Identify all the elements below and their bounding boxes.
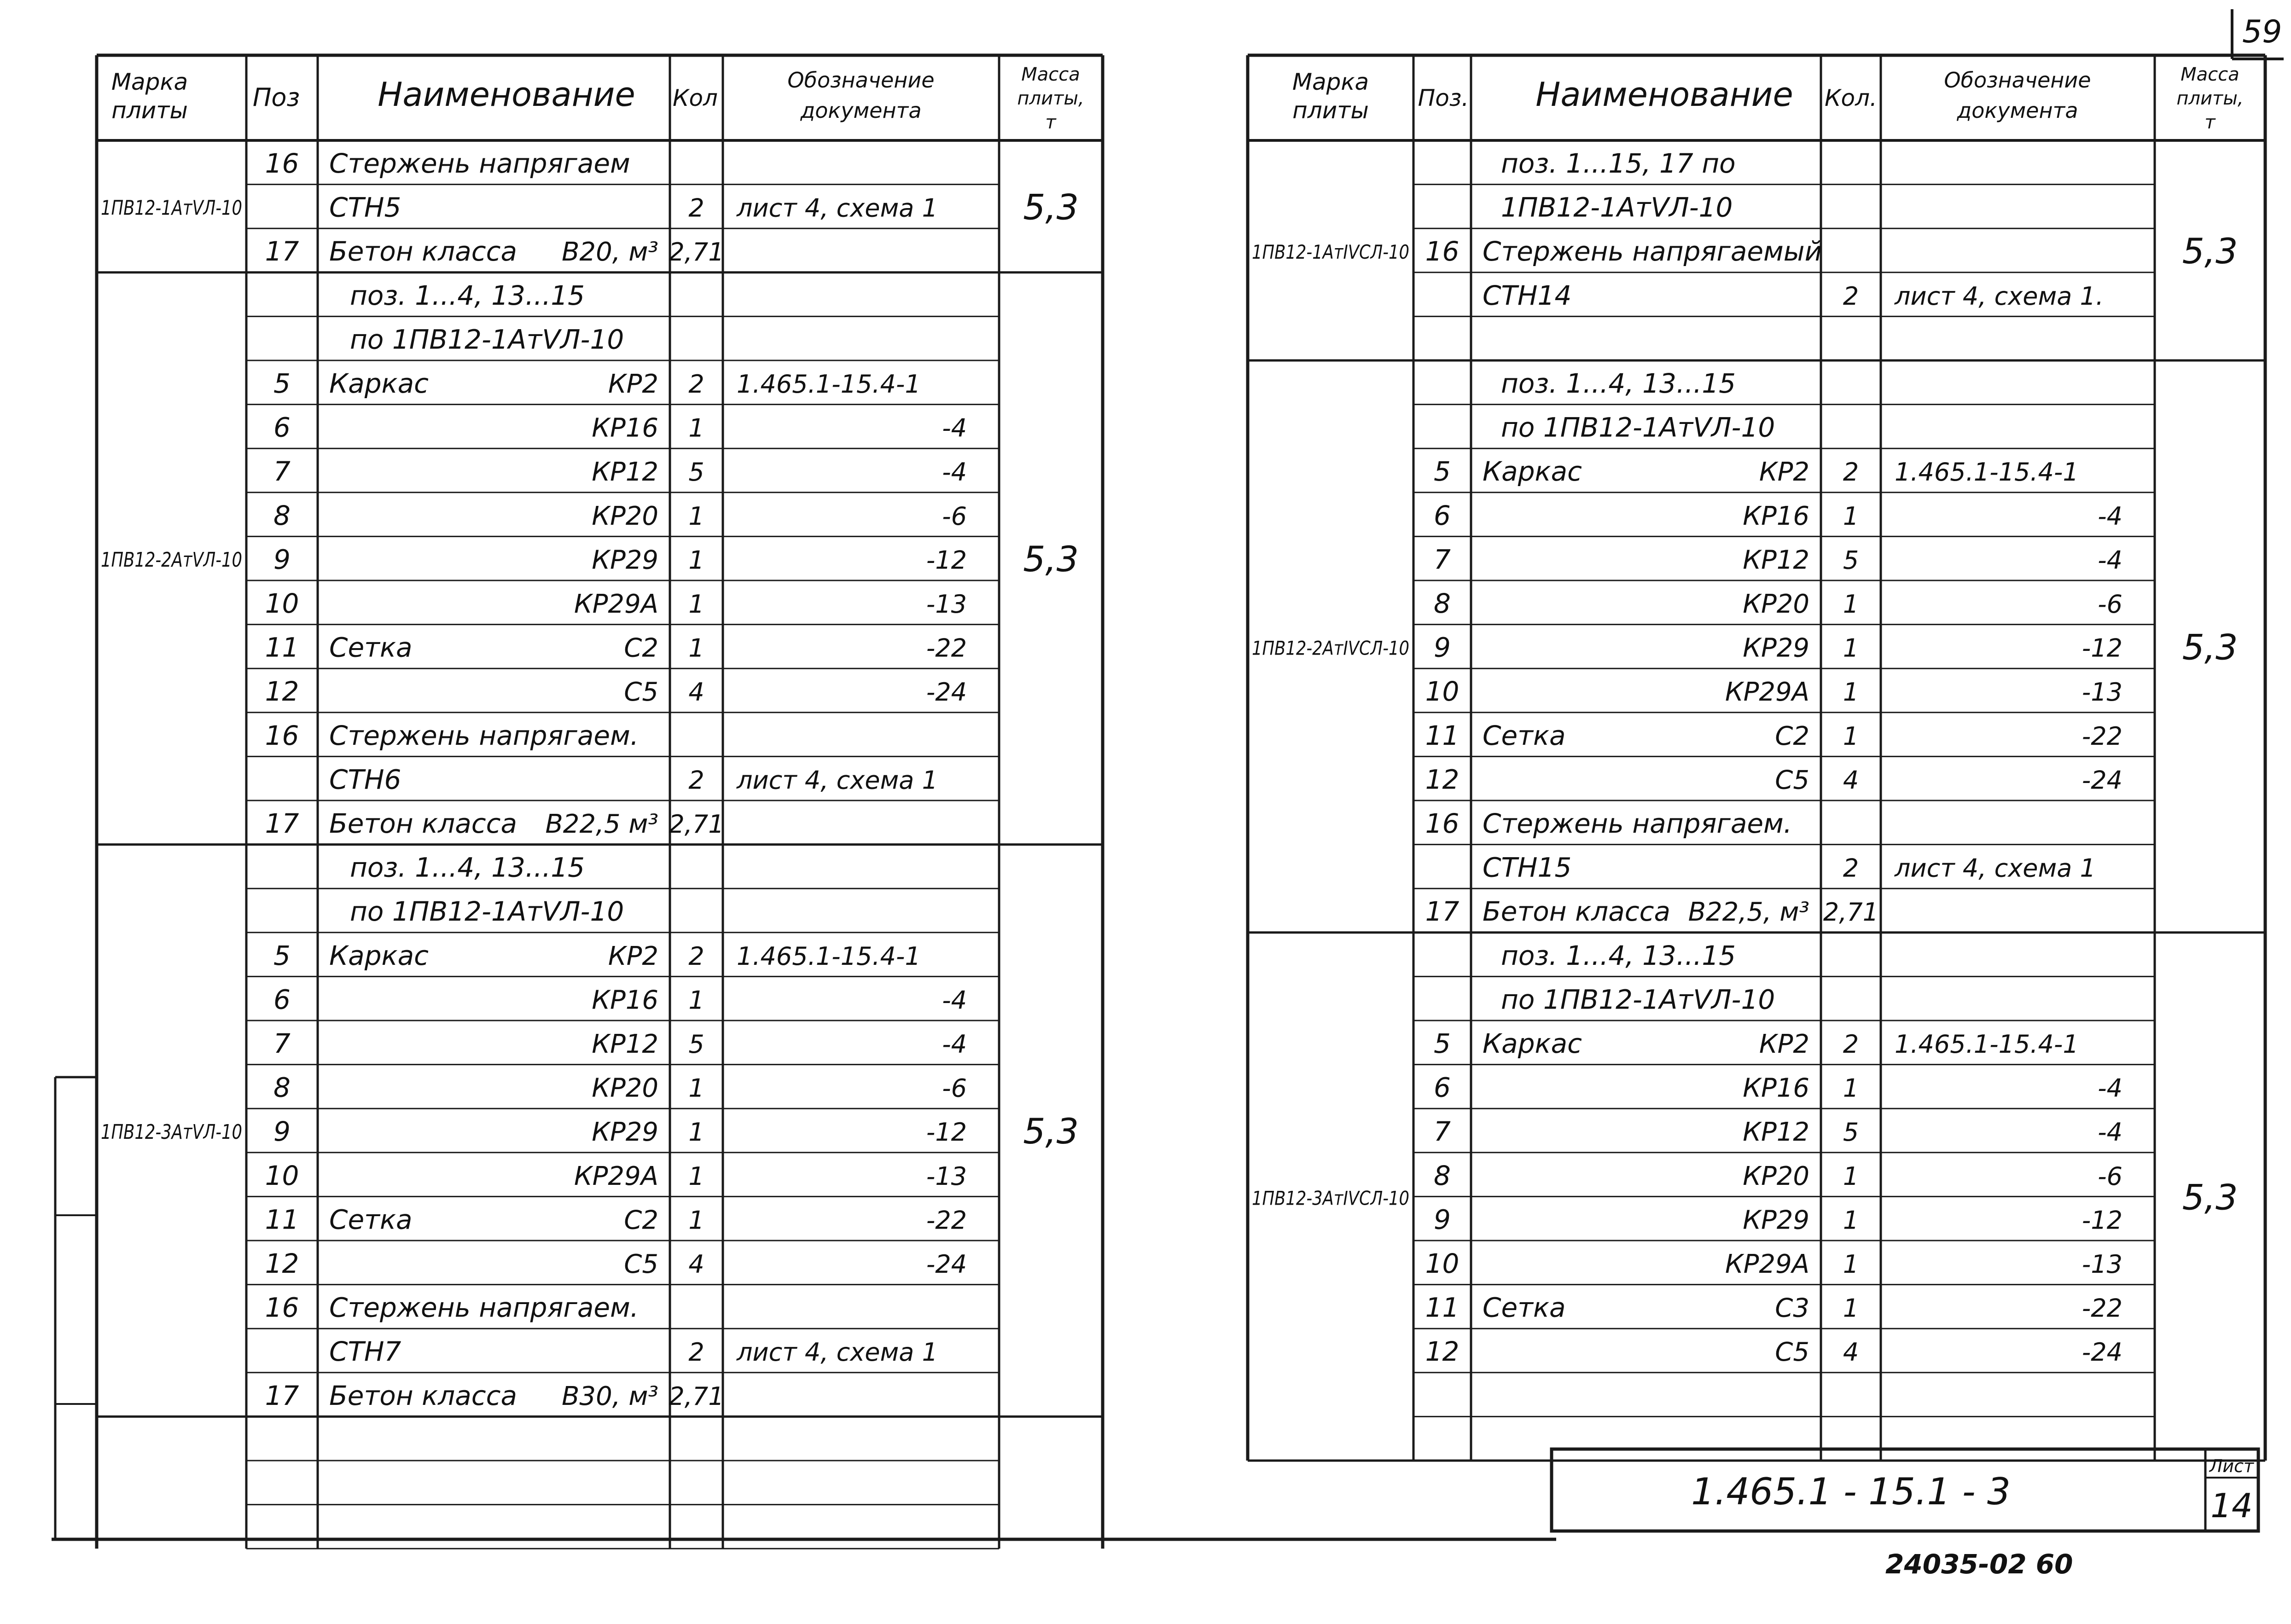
row-name: Бетон класса xyxy=(1483,896,1671,928)
row-doc: -6 xyxy=(942,1073,967,1103)
row-code: С2 xyxy=(624,633,658,663)
table-row xyxy=(265,1248,967,1279)
row-code: КР2 xyxy=(608,941,658,971)
plate-mark: 1ПВ12-3АтVЛ-10 xyxy=(101,1120,242,1144)
row-doc: -22 xyxy=(926,633,967,663)
row-doc: 1.465.1-15.4-1 xyxy=(1895,1030,2079,1059)
row-code: С3 xyxy=(1775,1293,1809,1323)
row-name: Каркас xyxy=(329,940,429,971)
row-qty: 4 xyxy=(1843,766,1859,795)
row-code: КР12 xyxy=(1743,545,1809,575)
left-header-mark: Марка плиты xyxy=(111,69,188,124)
table-row xyxy=(1425,896,1879,927)
row-code: КР29А xyxy=(1725,1249,1809,1279)
table-row xyxy=(265,588,967,619)
row-poz: 9 xyxy=(273,544,291,575)
row-qty: 5 xyxy=(688,1030,704,1059)
table-row xyxy=(265,1160,967,1191)
table-row xyxy=(273,1028,967,1059)
table-row xyxy=(265,1204,967,1235)
row-poz: 11 xyxy=(1425,1292,1459,1323)
table-row xyxy=(273,456,967,487)
row-code: С2 xyxy=(624,1205,658,1235)
row-poz: 12 xyxy=(1425,764,1459,795)
row-name: Бетон класса xyxy=(329,1380,518,1411)
row-name: Стержень напрягаем. xyxy=(329,1292,639,1323)
row-name: Сетка xyxy=(1483,719,1566,751)
table-row xyxy=(350,896,624,927)
table-row xyxy=(265,1292,639,1323)
table-row xyxy=(265,720,639,751)
row-qty: 1 xyxy=(1843,1293,1859,1323)
row-doc: -4 xyxy=(942,986,967,1015)
row-qty: 1 xyxy=(688,501,704,531)
row-poz: 16 xyxy=(1425,808,1459,839)
row-name: поз. 1...4, 13...15 xyxy=(1501,368,1736,399)
row-doc: -22 xyxy=(2082,1293,2122,1323)
row-code: В30, м³ xyxy=(562,1381,658,1411)
row-doc: -24 xyxy=(926,1250,967,1279)
archive-number: 24035-02 60 xyxy=(1885,1549,2073,1580)
row-code: КР12 xyxy=(1743,1117,1809,1148)
table-row xyxy=(273,1072,967,1103)
right-table-header xyxy=(1292,64,2244,133)
row-qty: 1 xyxy=(1843,678,1859,707)
row-qty: 5 xyxy=(1843,1118,1859,1147)
row-qty: 4 xyxy=(1843,1338,1859,1367)
row-code: КР16 xyxy=(592,413,658,443)
row-name: поз. 1...4, 13...15 xyxy=(1501,940,1736,971)
row-qty: 1 xyxy=(1843,633,1859,663)
row-code: КР29 xyxy=(592,545,658,575)
row-doc: -6 xyxy=(2098,590,2122,619)
row-qty: 2,71 xyxy=(669,810,724,839)
table-row xyxy=(273,500,967,531)
page-number-mark xyxy=(2232,9,2284,59)
row-code: КР20 xyxy=(1743,589,1809,619)
table-row xyxy=(1425,676,2122,707)
row-doc: -4 xyxy=(2098,1118,2122,1147)
row-doc: -6 xyxy=(942,501,967,531)
row-doc: -13 xyxy=(2082,678,2122,707)
row-code: В20, м³ xyxy=(562,237,658,267)
table-row xyxy=(273,368,921,399)
left-table-grid xyxy=(97,55,1103,1549)
row-poz: 5 xyxy=(273,368,291,399)
table-row xyxy=(273,984,967,1015)
row-qty: 1 xyxy=(1843,721,1859,751)
row-qty: 1 xyxy=(688,1073,704,1103)
row-code: С5 xyxy=(624,677,658,708)
row-name: Сетка xyxy=(1483,1292,1566,1323)
table-row xyxy=(265,148,630,179)
row-qty: 4 xyxy=(688,1250,704,1279)
row-poz: 6 xyxy=(273,984,291,1015)
binding-strip xyxy=(55,1077,97,1539)
row-doc: лист 4, схема 1 xyxy=(737,1338,938,1367)
left-header-qty: Кол xyxy=(672,85,718,111)
row-code: КР29 xyxy=(592,1117,658,1148)
row-name: Каркас xyxy=(329,368,429,399)
plate-mark: 1ПВ12-1АтIVСЛ-10 xyxy=(1252,241,1409,263)
row-name: Бетон класса xyxy=(329,808,518,839)
left-header-mass: Масса плиты, т xyxy=(1017,64,1084,133)
table-row xyxy=(265,676,967,707)
row-qty: 1 xyxy=(688,986,704,1015)
left-header-doc: Обозначение документа xyxy=(787,68,935,123)
row-code: КР29А xyxy=(574,589,658,619)
row-poz: 17 xyxy=(265,236,299,267)
row-doc: -4 xyxy=(942,413,967,443)
row-poz: 5 xyxy=(273,940,291,971)
row-poz: 8 xyxy=(273,499,291,531)
row-code: КР20 xyxy=(1743,1161,1809,1191)
left-table-header xyxy=(111,64,1084,133)
row-name: Стержень напрягаем. xyxy=(1483,808,1792,839)
row-name: по 1ПВ12-1АтVЛ-10 xyxy=(1501,984,1775,1015)
row-doc: лист 4, схема 1. xyxy=(1895,281,2104,311)
table-row xyxy=(1501,148,1736,179)
row-name: поз. 1...4, 13...15 xyxy=(350,852,585,883)
row-code: КР2 xyxy=(1759,457,1809,487)
row-name: по 1ПВ12-1АтVЛ-10 xyxy=(350,324,624,355)
row-doc: лист 4, схема 1 xyxy=(737,193,938,223)
row-qty: 2 xyxy=(1843,853,1859,883)
table-row xyxy=(1434,1028,2079,1059)
row-code: КР29А xyxy=(1725,677,1809,708)
row-poz: 12 xyxy=(265,676,299,708)
row-doc: -22 xyxy=(2082,721,2122,751)
row-code: С5 xyxy=(624,1249,658,1279)
plate-mark: 1ПВ12-2АтIVСЛ-10 xyxy=(1252,637,1409,660)
table-row xyxy=(1425,1248,2122,1279)
plate-mark: 1ПВ12-1АтVЛ-10 xyxy=(101,196,242,220)
row-doc: -12 xyxy=(926,1118,967,1147)
row-name: Стержень напрягаемый xyxy=(1483,236,1822,267)
row-qty: 1 xyxy=(688,545,704,575)
row-code: КР2 xyxy=(608,369,658,399)
row-qty: 1 xyxy=(688,590,704,619)
row-poz: 6 xyxy=(1434,1072,1451,1103)
row-name: по 1ПВ12-1АтVЛ-10 xyxy=(1501,412,1775,443)
table-row xyxy=(329,764,938,795)
row-code: КР20 xyxy=(592,1073,658,1103)
row-qty: 2,71 xyxy=(669,238,724,267)
table-row xyxy=(265,236,724,267)
table-row xyxy=(1425,720,2122,751)
row-code: КР12 xyxy=(592,1029,658,1059)
table-row xyxy=(350,280,585,311)
row-qty: 5 xyxy=(688,458,704,487)
right-table-rows xyxy=(1425,148,2122,1367)
row-qty: 2 xyxy=(688,370,704,399)
sheet-label: Лист xyxy=(2209,1456,2254,1476)
row-doc: -4 xyxy=(942,458,967,487)
row-qty: 1 xyxy=(1843,1161,1859,1191)
row-name: Сетка xyxy=(329,1204,413,1235)
row-qty: 1 xyxy=(1843,501,1859,531)
table-row xyxy=(1434,632,2122,663)
table-row xyxy=(1434,1072,2122,1103)
row-poz: 5 xyxy=(1434,1028,1451,1059)
row-poz: 10 xyxy=(265,588,299,619)
row-doc: -4 xyxy=(2098,1073,2122,1103)
table-row xyxy=(1501,368,1736,399)
plate-mass: 5,3 xyxy=(2182,626,2238,668)
table-row xyxy=(329,192,938,223)
row-code: В22,5 м³ xyxy=(545,809,658,839)
row-qty: 1 xyxy=(1843,590,1859,619)
row-code: В22,5, м³ xyxy=(1688,897,1809,928)
table-row xyxy=(265,808,724,839)
row-doc: -12 xyxy=(2082,1206,2122,1235)
table-row xyxy=(1434,500,2122,531)
row-poz: 8 xyxy=(273,1072,291,1103)
row-doc: лист 4, схема 1 xyxy=(1895,853,2096,883)
row-name: поз. 1...4, 13...15 xyxy=(350,279,585,311)
plate-mass: 5,3 xyxy=(1023,186,1079,228)
row-poz: 11 xyxy=(265,1204,299,1235)
table-row xyxy=(273,940,921,971)
row-code: С2 xyxy=(1775,721,1809,751)
row-qty: 2 xyxy=(688,193,704,223)
table-row xyxy=(1425,1336,2122,1367)
row-name: Каркас xyxy=(1483,456,1582,487)
plate-mark: 1ПВ12-3АтIVСЛ-10 xyxy=(1252,1187,1409,1210)
row-poz: 10 xyxy=(1425,1248,1459,1279)
row-qty: 1 xyxy=(1843,1250,1859,1279)
table-row xyxy=(1434,1204,2122,1235)
row-qty: 1 xyxy=(688,633,704,663)
row-doc: -24 xyxy=(926,678,967,707)
table-row xyxy=(350,324,624,355)
plate-mass: 5,3 xyxy=(1023,1111,1079,1152)
right-header-poz: Поз. xyxy=(1418,85,1469,111)
row-poz: 17 xyxy=(265,808,299,839)
row-qty: 1 xyxy=(1843,1206,1859,1235)
left-header-name: Наименование xyxy=(378,75,635,114)
row-code: КР29 xyxy=(1743,633,1809,663)
table-row xyxy=(1501,984,1775,1015)
row-doc: лист 4, схема 1 xyxy=(737,766,938,795)
plate-mass: 5,3 xyxy=(2182,231,2238,272)
table-row xyxy=(1483,852,2096,883)
row-poz: 10 xyxy=(265,1160,299,1191)
row-poz: 9 xyxy=(273,1116,291,1148)
row-name: СТН6 xyxy=(329,764,401,795)
row-qty: 1 xyxy=(688,1118,704,1147)
table-row xyxy=(265,632,967,663)
plate-mass: 5,3 xyxy=(1023,539,1079,580)
row-doc: -13 xyxy=(2082,1250,2122,1279)
row-name: СТН5 xyxy=(329,191,401,223)
row-name: СТН15 xyxy=(1483,852,1572,883)
document-code: 1.465.1 - 15.1 - 3 xyxy=(1691,1470,2011,1513)
table-row xyxy=(1483,280,2104,311)
table-row xyxy=(273,412,967,443)
table-row xyxy=(265,1380,724,1411)
row-poz: 6 xyxy=(1434,499,1451,531)
row-poz: 16 xyxy=(265,148,299,179)
table-row xyxy=(1501,940,1736,971)
row-code: С5 xyxy=(1775,1337,1809,1368)
right-header-name: Наименование xyxy=(1535,75,1793,114)
table-row xyxy=(1425,1292,2122,1323)
row-qty: 2,71 xyxy=(669,1381,724,1411)
table-row xyxy=(1425,764,2122,795)
row-qty: 1 xyxy=(688,1161,704,1191)
row-qty: 2 xyxy=(688,1338,704,1367)
table-row xyxy=(1434,1116,2122,1147)
right-header-mark: Марка плиты xyxy=(1292,69,1369,124)
row-name: СТН14 xyxy=(1483,279,1572,311)
row-name: Стержень напрягаем. xyxy=(329,719,639,751)
row-poz: 11 xyxy=(1425,719,1459,751)
row-code: С5 xyxy=(1775,765,1809,795)
right-header-mass: Масса плиты, т xyxy=(2176,64,2244,133)
table-row xyxy=(1425,808,1792,839)
row-doc: 1.465.1-15.4-1 xyxy=(737,941,921,971)
row-code: КР20 xyxy=(592,501,658,531)
plate-mass: 5,3 xyxy=(2182,1177,2238,1218)
row-poz: 12 xyxy=(1425,1336,1459,1368)
left-spec-table xyxy=(97,55,1103,1549)
row-code: КР29А xyxy=(574,1161,658,1191)
row-name: Стержень напрягаем xyxy=(329,148,630,179)
table-row xyxy=(273,544,967,575)
row-poz: 7 xyxy=(1434,1116,1451,1148)
row-qty: 2 xyxy=(1843,1030,1859,1059)
row-qty: 1 xyxy=(688,1206,704,1235)
row-poz: 16 xyxy=(265,719,299,751)
row-code: КР29 xyxy=(1743,1205,1809,1235)
row-doc: -12 xyxy=(926,545,967,575)
table-row xyxy=(273,1116,967,1147)
table-row xyxy=(350,852,585,883)
row-poz: 16 xyxy=(1425,236,1459,267)
row-doc: -13 xyxy=(926,590,967,619)
table-row xyxy=(1434,544,2122,575)
right-header-qty: Кол. xyxy=(1825,85,1877,111)
row-doc: 1.465.1-15.4-1 xyxy=(1895,458,2079,487)
row-qty: 1 xyxy=(1843,1073,1859,1103)
row-code: КР16 xyxy=(1743,501,1809,531)
row-poz: 8 xyxy=(1434,1160,1451,1191)
row-poz: 10 xyxy=(1425,676,1459,708)
row-poz: 9 xyxy=(1434,632,1451,663)
row-qty: 2 xyxy=(688,766,704,795)
sheet-number: 14 xyxy=(2210,1486,2253,1525)
row-poz: 6 xyxy=(273,412,291,443)
row-doc: -4 xyxy=(2098,501,2122,531)
row-poz: 9 xyxy=(1434,1204,1451,1235)
row-code: КР12 xyxy=(592,457,658,487)
left-table-rows xyxy=(265,148,967,1411)
row-poz: 17 xyxy=(1425,896,1459,928)
row-name: Сетка xyxy=(329,632,413,663)
row-code: КР16 xyxy=(1743,1073,1809,1103)
right-header-doc: Обозначение документа xyxy=(1944,68,2091,123)
plate-mark: 1ПВ12-2АтVЛ-10 xyxy=(101,548,242,572)
table-row xyxy=(1501,192,1733,223)
row-code: КР16 xyxy=(592,985,658,1015)
row-poz: 12 xyxy=(265,1248,299,1279)
row-qty: 2 xyxy=(1843,458,1859,487)
row-code: КР2 xyxy=(1759,1029,1809,1059)
row-name: 1ПВ12-1АтVЛ-10 xyxy=(1501,191,1733,223)
row-qty: 5 xyxy=(1843,545,1859,575)
row-poz: 16 xyxy=(265,1292,299,1323)
table-row xyxy=(1434,1160,2122,1191)
row-name: Каркас xyxy=(1483,1028,1582,1059)
row-poz: 7 xyxy=(273,456,291,487)
row-qty: 2 xyxy=(1843,281,1859,311)
row-poz: 11 xyxy=(265,632,299,663)
table-row xyxy=(1501,412,1775,443)
row-poz: 5 xyxy=(1434,456,1451,487)
row-doc: -12 xyxy=(2082,633,2122,663)
row-qty: 2,71 xyxy=(1823,898,1879,927)
row-qty: 1 xyxy=(688,413,704,443)
row-doc: -4 xyxy=(2098,545,2122,575)
row-doc: -24 xyxy=(2082,1338,2122,1367)
row-doc: -4 xyxy=(942,1030,967,1059)
table-row xyxy=(329,1336,938,1367)
row-doc: -24 xyxy=(2082,766,2122,795)
table-row xyxy=(1425,236,1822,267)
row-poz: 17 xyxy=(265,1380,299,1411)
row-name: по 1ПВ12-1АтVЛ-10 xyxy=(350,896,624,928)
row-poz: 7 xyxy=(273,1028,291,1059)
left-header-poz: Поз xyxy=(252,83,300,112)
row-doc: -22 xyxy=(926,1206,967,1235)
right-spec-table xyxy=(1248,55,2265,1461)
row-name: поз. 1...15, 17 по xyxy=(1501,148,1736,179)
row-poz: 8 xyxy=(1434,588,1451,619)
row-name: СТН7 xyxy=(329,1336,401,1368)
row-qty: 4 xyxy=(688,678,704,707)
row-name: Бетон класса xyxy=(329,236,518,267)
page-number: 59 xyxy=(2242,14,2282,50)
table-row xyxy=(1434,588,2122,619)
row-doc: -6 xyxy=(2098,1161,2122,1191)
row-qty: 2 xyxy=(688,941,704,971)
row-doc: 1.465.1-15.4-1 xyxy=(737,370,921,399)
table-row xyxy=(1434,456,2079,487)
row-doc: -13 xyxy=(926,1161,967,1191)
row-poz: 7 xyxy=(1434,544,1451,575)
